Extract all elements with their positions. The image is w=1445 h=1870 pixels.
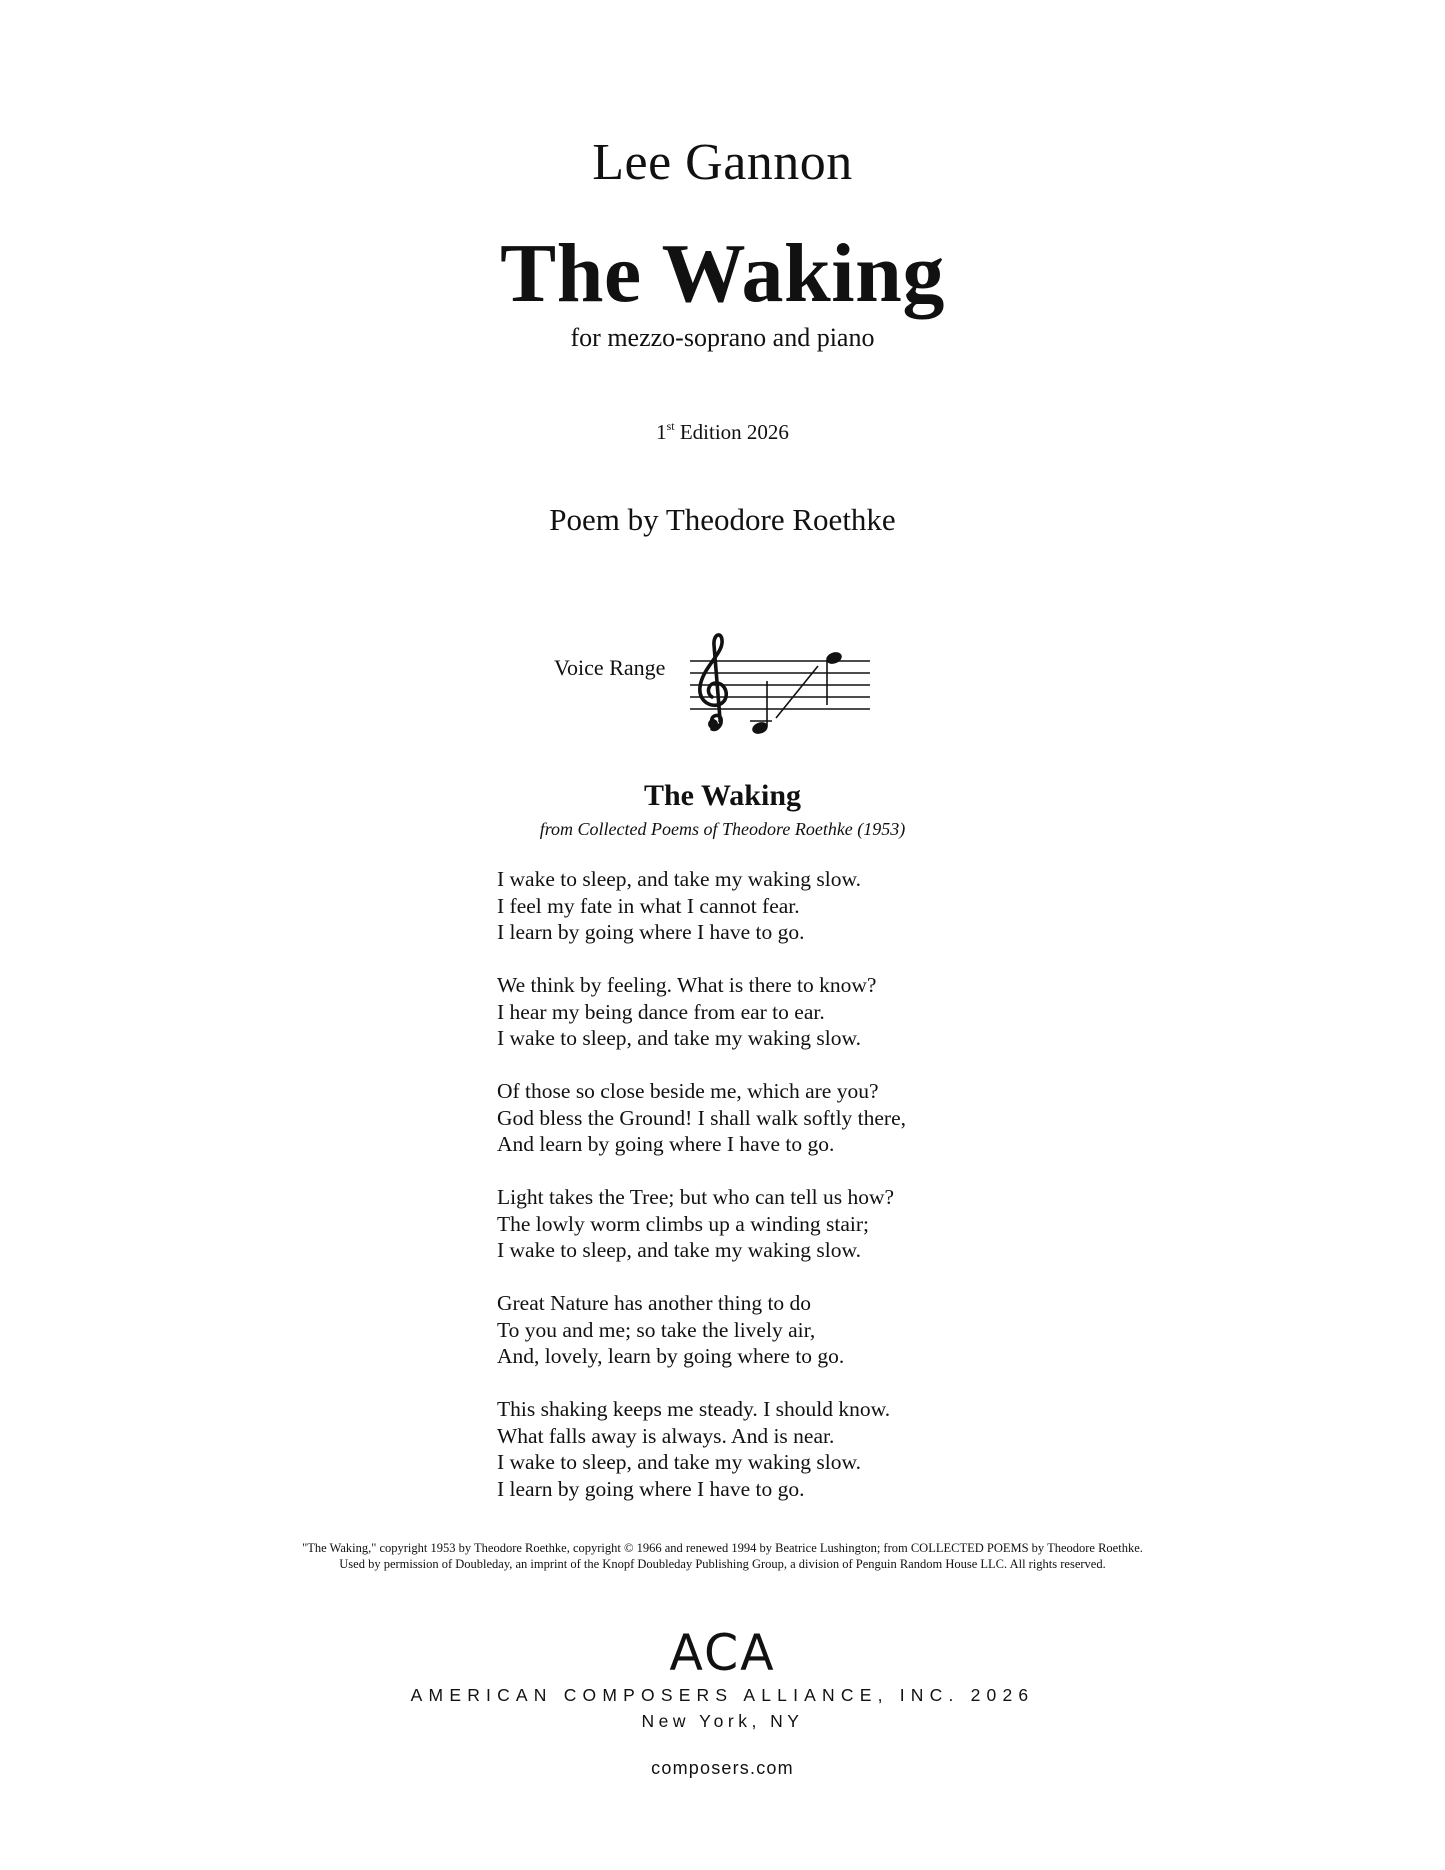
- publisher-name: AMERICAN COMPOSERS ALLIANCE, INC. 2026: [410, 1685, 1035, 1705]
- poem-line: What falls away is always. And is near.: [497, 1423, 835, 1448]
- poem-line: Great Nature has another thing to do: [497, 1291, 812, 1315]
- voice-range-label: Voice Range: [554, 655, 666, 680]
- poem-text: [497, 866, 906, 1529]
- copyright-line-2: Used by permission of Doubleday, an imprint of the Knopf Doubleday Publishing Group, a division of Penguin Random House LLC. All rights reserved.: [339, 1557, 1106, 1571]
- stanza: [497, 1290, 906, 1370]
- copyright-line-1: "The Waking," copyright 1953 by Theodore Roethke, copyright © 1966 and renewed 1994 by Beatrice Lushington; from COLLECTED POEMS by Theodore Roethke.: [302, 1541, 1143, 1555]
- instrumentation: for mezzo-soprano and piano: [570, 323, 875, 352]
- voice-range-staff: [690, 625, 900, 745]
- poem-line: We think by feeling. What is there to know?: [497, 973, 877, 997]
- poem-line: The lowly worm climbs up a winding stair;: [497, 1211, 870, 1236]
- edition-ordinal-suffix: st: [666, 419, 675, 433]
- poem-line: I wake to sleep, and take my waking slow.: [497, 1026, 862, 1050]
- publisher-url[interactable]: composers.com: [651, 1758, 794, 1778]
- composer-name: Lee Gannon: [592, 134, 853, 191]
- publisher-city: New York, NY: [641, 1711, 804, 1731]
- poem-line: Light takes the Tree; but who can tell us how?: [497, 1185, 895, 1209]
- poem-line: And, lovely, learn by going where to go.: [497, 1344, 845, 1368]
- poem-line: I wake to sleep, and take my waking slow.: [497, 1238, 862, 1262]
- poem-line: Of those so close beside me, which are you?: [497, 1079, 879, 1103]
- poem-credit: Poem by Theodore Roethke: [549, 502, 896, 537]
- stanza: [497, 866, 906, 946]
- poem-line: This shaking keeps me steady. I should know.: [497, 1397, 891, 1421]
- stanza: [497, 1078, 906, 1158]
- edition-number: 1: [656, 420, 667, 444]
- publisher-logo: ACA: [669, 1624, 776, 1682]
- stanza: [497, 1184, 906, 1264]
- copyright-notice: [0, 1540, 1445, 1572]
- poem-line: I learn by going where I have to go.: [497, 1476, 805, 1501]
- stanza: [497, 972, 906, 1052]
- poem-line: I hear my being dance from ear to ear.: [497, 999, 825, 1024]
- edition-text: Edition 2026: [674, 420, 789, 444]
- poem-line: I wake to sleep, and take my waking slow.: [497, 1450, 862, 1474]
- poem-line: I wake to sleep, and take my waking slow.: [497, 867, 862, 891]
- poem-line: I learn by going where I have to go.: [497, 920, 805, 944]
- work-title: The Waking: [500, 227, 945, 320]
- stanza: [497, 1396, 906, 1502]
- poem-line: I feel my fate in what I cannot fear.: [497, 893, 800, 918]
- poem-line: God bless the Ground! I shall walk softly there,: [497, 1105, 907, 1130]
- voice-range: [540, 625, 900, 745]
- treble-clef-icon: [700, 635, 726, 729]
- edition-line: [0, 420, 1445, 445]
- poem-line: To you and me; so take the lively air,: [497, 1317, 816, 1342]
- poem-line: And learn by going where I have to go.: [497, 1132, 835, 1156]
- poem-title: The Waking: [643, 779, 802, 812]
- poem-source: from Collected Poems of Theodore Roethke (1953): [539, 819, 906, 839]
